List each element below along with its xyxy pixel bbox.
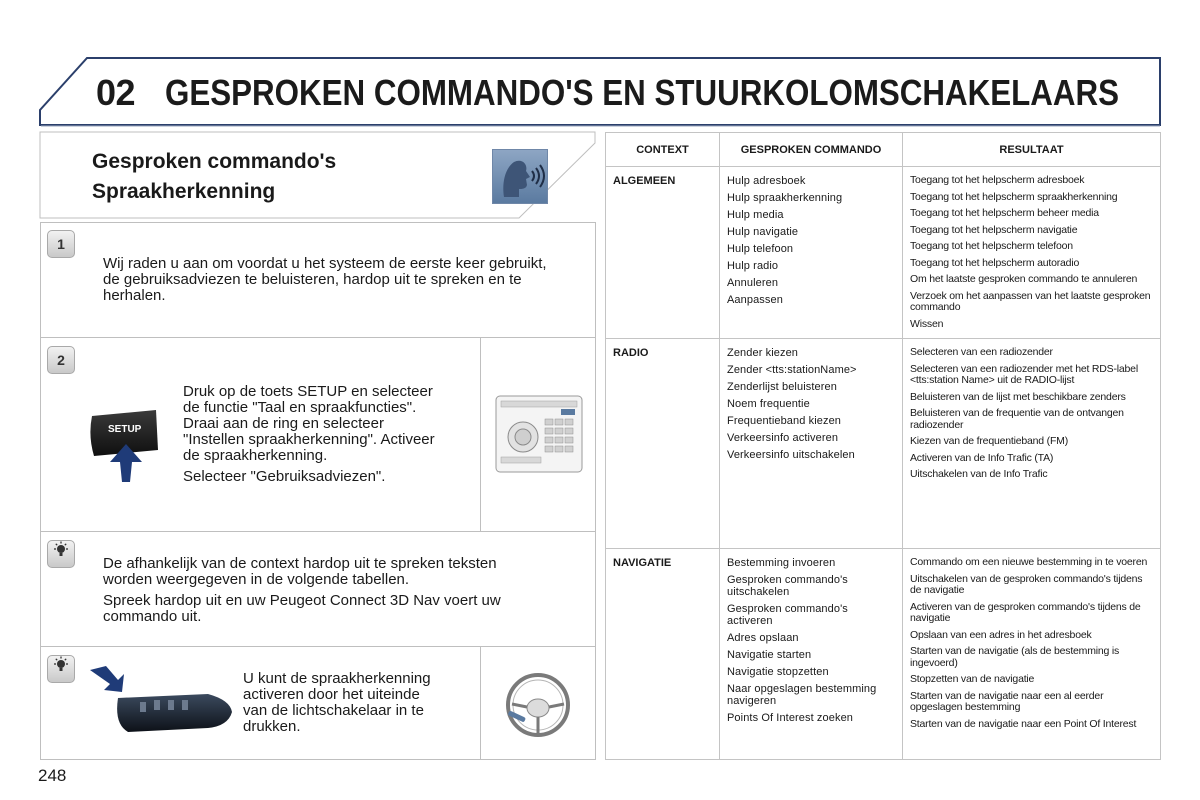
step-1-badge: 1 — [47, 230, 75, 258]
result-item: Om het laatste gesproken commando te annuleren — [910, 273, 1138, 285]
step-1-line: de gebruiksadviezen te beluisteren, hardop uit te spreken en te — [103, 271, 522, 288]
command-item: Aanpassen — [727, 294, 783, 306]
voice-commands-table — [605, 132, 1161, 760]
step-2-line: de functie "Taal en spraakfuncties". — [183, 399, 417, 416]
tip-2-line: van de lichtschakelaar in te — [243, 702, 424, 719]
tip-1-line: De afhankelijk van de context hardop uit te spreken teksten — [103, 555, 497, 572]
commands-cell — [720, 339, 903, 549]
result-item: Starten van de navigatie (als de bestemming is ingevoerd) — [910, 645, 1120, 669]
page-number: 248 — [38, 766, 67, 785]
tip-2-line: activeren door het uiteinde — [243, 686, 420, 703]
result-item: Uitschakelen van de gesproken commando's tijdens de navigatie — [910, 572, 1143, 596]
light-switch-stalk-illustration — [88, 664, 238, 744]
tip-2-line: U kunt de spraakherkenning — [243, 670, 431, 687]
result-item: Wissen — [910, 317, 944, 330]
section-title-line2: Spraakherkenning — [92, 180, 276, 203]
header-context: CONTEXT — [606, 133, 720, 167]
result-item: Kiezen van de frequentieband (FM) — [910, 435, 1068, 447]
tip-1-line: worden weergegeven in de volgende tabellen. — [103, 571, 410, 588]
command-item: Adres opslaan — [727, 632, 799, 644]
voice-recognition-icon — [492, 149, 548, 204]
command-item: Annuleren — [727, 277, 779, 289]
chapter-number: 02 — [96, 72, 136, 113]
tip-2-line: drukken. — [243, 718, 301, 735]
result-item: Toegang tot het helpscherm spraakherkenning — [910, 190, 1118, 203]
context-cell: RADIO — [606, 339, 720, 549]
commands-cell — [720, 549, 903, 760]
command-item: Bestemming invoeren — [727, 557, 836, 569]
result-item: Starten van de navigatie naar een Point Of Interest — [910, 717, 1137, 730]
command-item: Gesproken commando's activeren — [727, 603, 848, 627]
results-cell — [903, 339, 1161, 549]
result-item: Commando om een nieuwe bestemming in te voeren — [910, 556, 1148, 568]
step-2-line: Draai aan de ring en selecteer — [183, 415, 384, 432]
command-item: Hulp adresboek — [727, 175, 806, 187]
step-1-line: herhalen. — [103, 287, 166, 304]
section-title-line1: Gesproken commando's — [92, 150, 337, 173]
command-item: Hulp spraakherkenning — [727, 192, 843, 204]
step-2-line: de spraakherkenning. — [183, 447, 328, 464]
result-item: Selecteren van een radiozender met het RDS-label <tts:station Name> uit de RADIO-lijst — [910, 362, 1138, 386]
step-2-line: "Instellen spraakherkenning". Activeer — [183, 431, 435, 448]
step-1-line: Wij raden u aan om voordat u het systeem de eerste keer gebruikt, — [103, 255, 547, 272]
command-item: Zender <tts:stationName> — [727, 364, 857, 376]
result-item: Beluisteren van de frequentie van de ontvangen radiozender — [910, 407, 1124, 431]
step-2-text — [183, 384, 435, 485]
setup-button-label: SETUP — [108, 424, 142, 435]
command-item: Verkeersinfo activeren — [727, 432, 839, 444]
command-item: Hulp navigatie — [727, 226, 799, 238]
result-item: Opslaan van een adres in het adresboek — [910, 628, 1092, 641]
command-item: Zenderlijst beluisteren — [727, 381, 837, 393]
step-2-line: Druk op de toets SETUP en selecteer — [183, 383, 433, 400]
result-item: Selecteren van een radiozender — [910, 346, 1053, 358]
command-item: Navigatie stopzetten — [727, 666, 829, 678]
result-item: Stopzetten van de navigatie — [910, 673, 1035, 685]
header-command: GESPROKEN COMMANDO — [720, 133, 903, 167]
command-item: Noem frequentie — [727, 398, 810, 410]
result-item: Uitschakelen van de Info Trafic — [910, 468, 1048, 480]
command-item: Gesproken commando's uitschakelen — [727, 574, 848, 598]
radio-panel-illustration — [495, 395, 583, 473]
tip-2-text — [243, 671, 431, 735]
header-result: RESULTAAT — [903, 133, 1161, 167]
results-cell — [903, 167, 1161, 339]
result-item: Beluisteren van de lijst met beschikbare zenders — [910, 390, 1126, 403]
command-item: Hulp radio — [727, 260, 779, 272]
result-item: Toegang tot het helpscherm telefoon — [910, 240, 1073, 252]
command-item: Hulp media — [727, 209, 784, 221]
step-2-line-extra: Selecteer "Gebruiksadviezen". — [183, 468, 386, 485]
commands-cell — [720, 167, 903, 339]
result-item: Toegang tot het helpscherm navigatie — [910, 223, 1078, 236]
table-row — [606, 167, 1161, 339]
result-item: Activeren van de Info Trafic (TA) — [910, 451, 1054, 464]
step-1-text — [103, 256, 547, 304]
table-row — [606, 549, 1161, 760]
lightbulb-icon — [47, 540, 75, 568]
table-header-row — [606, 133, 1161, 167]
command-item: Verkeersinfo uitschakelen — [727, 449, 855, 461]
result-item: Verzoek om het aanpassen van het laatste gesproken commando — [910, 289, 1151, 313]
result-item: Toegang tot het helpscherm beheer media — [910, 207, 1099, 219]
chapter-title: GESPROKEN COMMANDO'S EN STUURKOLOMSCHAKELAARS — [165, 72, 1120, 113]
table-row — [606, 339, 1161, 549]
result-item: Toegang tot het helpscherm autoradio — [910, 256, 1080, 269]
command-item: Naar opgeslagen bestemming navigeren — [727, 683, 877, 707]
tip-1-line: commando uit. — [103, 608, 202, 625]
result-item: Activeren van de gesproken commando's tijdens de navigatie — [910, 600, 1141, 624]
command-item: Zender kiezen — [727, 347, 799, 359]
tip-1-line: Spreek hardop uit en uw Peugeot Connect 3D Nav voert uw — [103, 592, 501, 609]
command-item: Frequentieband kiezen — [727, 415, 842, 427]
command-item: Points Of Interest zoeken — [727, 712, 854, 724]
lightbulb-icon — [47, 655, 75, 683]
arrow-up-icon — [110, 444, 142, 484]
step-2-badge: 2 — [47, 346, 75, 374]
context-cell: ALGEMEEN — [606, 167, 720, 339]
context-cell: NAVIGATIE — [606, 549, 720, 760]
tip-1-text — [103, 556, 501, 630]
results-cell — [903, 549, 1161, 760]
section-title — [92, 147, 336, 207]
command-item: Hulp telefoon — [727, 243, 794, 255]
result-item: Starten van de navigatie naar een al eerder opgeslagen bestemming — [910, 689, 1104, 713]
result-item: Toegang tot het helpscherm adresboek — [910, 174, 1085, 186]
steering-wheel-illustration — [500, 670, 576, 740]
command-item: Navigatie starten — [727, 649, 812, 661]
